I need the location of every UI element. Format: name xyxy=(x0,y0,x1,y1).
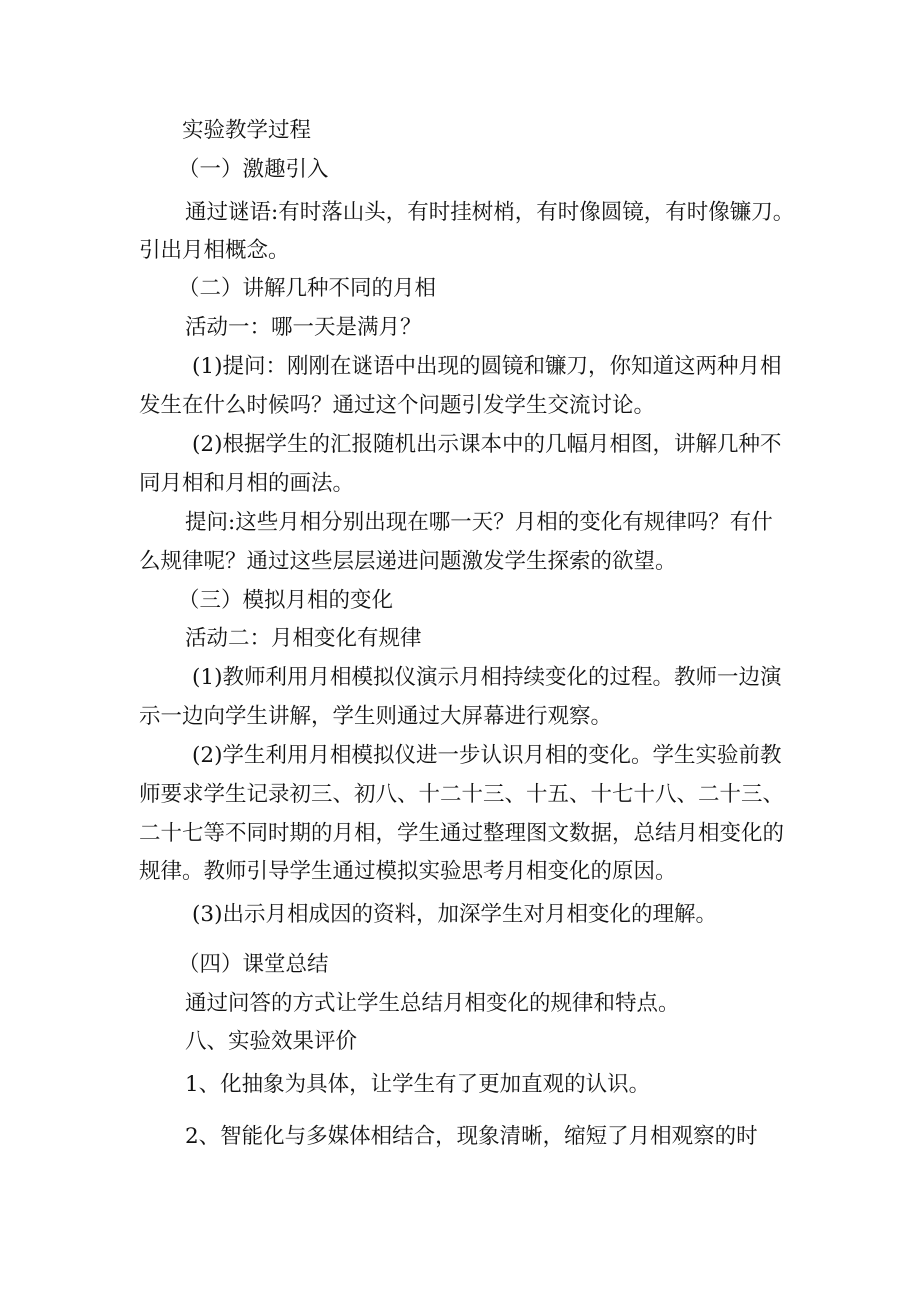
subsection-heading: （一）激趣引入 xyxy=(178,157,329,182)
activity-heading: 活动一：哪一天是满月？ xyxy=(185,315,422,340)
section-heading: 八、实验效果评价 xyxy=(185,1029,358,1054)
paragraph-line: 么规律呢？通过这些层层递进问题激发学生探索的欲望。 xyxy=(139,549,677,574)
paragraph-line: 师要求学生记录初三、初八、十二十三、十五、十七十八、二十三、 xyxy=(139,782,785,807)
list-item: 2、智能化与多媒体相结合，现象清晰，缩短了月相观察的时 xyxy=(185,1124,758,1149)
paragraph-line: (1)提问：刚刚在谜语中出现的圆镜和镰刀，你知道这两种月相 xyxy=(192,354,782,379)
paragraph-line: 通过问答的方式让学生总结月相变化的规律和特点。 xyxy=(185,991,680,1016)
paragraph-line: 发生在什么时候吗？通过这个问题引发学生交流讨论。 xyxy=(139,393,656,418)
paragraph-line: 引出月相概念。 xyxy=(139,238,290,263)
section-heading: 实验教学过程 xyxy=(182,118,312,143)
paragraph-line: 提问:这些月相分别出现在哪一天？月相的变化有规律吗？有什 xyxy=(185,510,773,535)
subsection-heading: （四）课堂总结 xyxy=(178,952,329,977)
paragraph-line: 示一边向学生讲解，学生则通过大屏幕进行观察。 xyxy=(139,704,613,729)
paragraph-line: (2)学生利用月相模拟仪进一步认识月相的变化。学生实验前教 xyxy=(192,743,782,768)
paragraph-line: (3)出示月相成因的资料，加深学生对月相变化的理解。 xyxy=(192,902,717,927)
paragraph-line: 规律。教师引导学生通过模拟实验思考月相变化的原因。 xyxy=(139,859,677,884)
list-item: 1、化抽象为具体，让学生有了更加直观的认识。 xyxy=(185,1072,651,1097)
paragraph-line: 同月相和月相的画法。 xyxy=(139,471,355,496)
subsection-heading: （三）模拟月相的变化 xyxy=(178,588,394,613)
subsection-heading: （二）讲解几种不同的月相 xyxy=(178,276,437,301)
paragraph-line: (2)根据学生的汇报随机出示课本中的几幅月相图，讲解几种不 xyxy=(192,432,782,457)
paragraph-line: (1)教师利用月相模拟仪演示月相持续变化的过程。教师一边演 xyxy=(192,665,782,690)
paragraph-line: 通过谜语:有时落山头，有时挂树梢，有时像圆镜，有时像镰刀。 xyxy=(185,200,795,225)
activity-heading: 活动二：月相变化有规律 xyxy=(185,626,422,651)
paragraph-line: 二十七等不同时期的月相，学生通过整理图文数据，总结月相变化的 xyxy=(139,821,785,846)
